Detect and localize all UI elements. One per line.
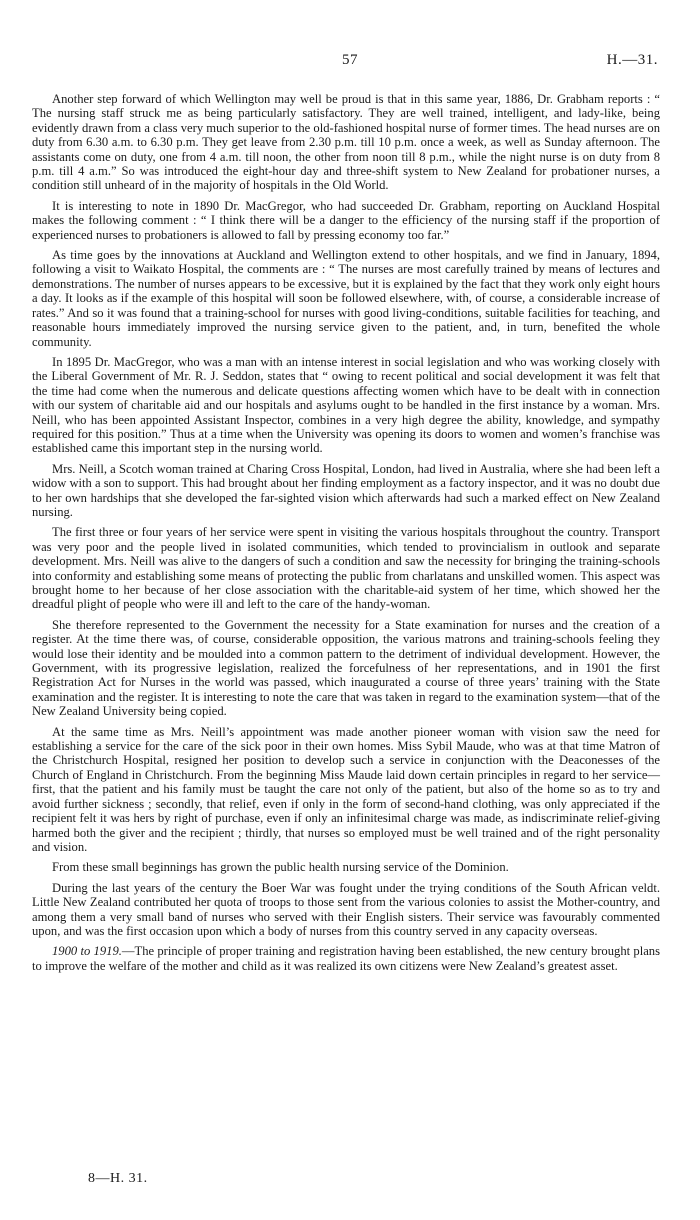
final-paragraph xyxy=(32,944,660,973)
paragraph: The first three or four years of her service were spent in visiting the various hospitals throughout the country. Transport was very poor and the people lived in isolated communities, which tended to provincialism in outlook and separate development. Mrs. Neill was alive to the dangers of such a condition and saw the necessity for bringing the training-schools into conformity and establishing some means of protecting the public from charlatans and unskilled women. This aspect was brought home to her because of her close association with the charitable-aid system of her time, which showed her the dreadful plight of people who were ill and left to the care of the handy-woman. xyxy=(32,525,660,612)
paragraph: Mrs. Neill, a Scotch woman trained at Charing Cross Hospital, London, had lived in Australia, where she had been left a widow with a son to support. This had brought about her finding employment as a factory inspector, and it was no doubt due to her own hardships that she developed the far-sighted vision which afterwards had such a marked effect on New Zealand nursing. xyxy=(32,461,660,519)
footer-reference: 8—H. 31. xyxy=(88,1171,148,1186)
paragraph: At the same time as Mrs. Neill’s appointment was made another pioneer woman with vision saw the need for establishing a service for the care of the sick poor in their own homes. Miss Sybil Maude, who was at that time Matron of the Christchurch Hospital, resigned her position to develop such a service in conjunction with the Deaconesses of the Church of England in Christchurch. From the beginning Miss Maude laid down certain principles in regard to her service—first, that the patient and his family must be taught the care not only of the patient, but also of the home so as to try and avoid further sickness ; secondly, that relief, even if only in the form of second-hand clothing, was only appreciated if the recipient felt it was hers by right of purchase, even if only an infinitesimal charge was made, as indiscriminate relief-giving harmed both the giver and the recipient ; thirdly, that nurses so employed must be well trained and of the right personality and vision. xyxy=(32,724,660,854)
paragraph: During the last years of the century the Boer War was fought under the trying conditions of the South African veldt. Little New Zealand contributed her quota of troops to those sent from the various colonies to assist the Mother-country, and among them a very small band of nurses who served with their English sisters. Their service was favourably commented upon, and was the first occasion upon which a body of nurses from this country served in any capacity overseas. xyxy=(32,880,660,938)
paragraph: As time goes by the innovations at Auckland and Wellington extend to other hospitals, and we find in January, 1894, following a visit to Waikato Hospital, the comments are : “ The nurses are most carefully trained by means of lectures and demonstrations. The number of nurses appears to be excessive, but it is explained by the fact that they work only eight hours a day. It looks as if the example of this hospital will soon be followed elsewhere, with, of course, a considerable increase of rates.” And so it was found that a training-school for nurses with good living-conditions, suitable facilities for teaching, and reasonable hours immediately improved the nursing service given to the patient, and, in turn, benefited the whole community. xyxy=(32,248,660,349)
paragraph: It is interesting to note in 1890 Dr. MacGregor, who had succeeded Dr. Grabham, reporting on Auckland Hospital makes the following comment : “ I think there will be a danger to the efficiency of the nursing staff if the proportion of experienced nurses to probationers is allowed to fall by pressing economy too far.” xyxy=(32,198,660,242)
era-heading: 1900 to 1919. xyxy=(52,944,122,959)
paragraph: From these small beginnings has grown the public health nursing service of the Dominion. xyxy=(52,860,509,875)
paragraph: She therefore represented to the Government the necessity for a State examination for nurses and the creation of a register. At the time there was, of course, considerable opposition, the various matrons and training-schools feeling they would lose their identity and be moulded into a common pattern to the detriment of individual development. However, the Government, with its progressive legislation, realized the forcefulness of her representations, and in 1901 the first Registration Act for Nurses in the world was passed, which inaugurated a course of three years’ training with the State examination and the register. It is interesting to note the care that was taken in regard to the examination system—that of the New Zealand University being copied. xyxy=(32,617,660,719)
paragraph: In 1895 Dr. MacGregor, who was a man with an intense interest in social legislation and who was working closely with the Liberal Government of Mr. R. J. Seddon, states that “ owing to recent political and social development it was felt that the time had come when the numerous and delicate questions affecting women which have to be dealt with in connection with our system of charitable aid and our hospitals and asylums ought to be handled in the first instance by a woman. Mrs. Neill, who has been appointed Assistant Inspector, combines in a very high degree the ability, knowledge, and sympathy required for this position.” Thus at a time when the University was opening its doors to women and women’s franchise was established came this important step in the nursing world. xyxy=(32,354,660,456)
paragraph: Another step forward of which Wellington may well be proud is that in this same year, 1886, Dr. Grabham reports : “ The nursing staff struck me as being particularly satisfactory. They are well trained, intelligent, and lady-like, being evidently drawn from a class very much superior to the old-fashioned hospital nurse of former times. The head nurses are on duty from 6.30 a.m. to 6.30 p.m. They get leave from 2.30 p.m. till 10 p.m. once a week, as well as Sunday afternoon. The assistants come on duty, one from 4 a.m. till noon, the other from noon till 8 p.m., while the night nurse is on duty from 8 p.m. till 4 a.m.” So was introduced the eight-hour day and three-shift system to New Zealand for probationer nurses, a condition still unheard of in the majority of hospitals in the Old World. xyxy=(32,92,660,193)
document-reference: H.—31. xyxy=(606,52,658,68)
page-number: 57 xyxy=(342,52,358,68)
final-paragraph-text: —The principle of proper training and registration having been established, the new century brought plans to improve the welfare of the mother and child as it was realized its own citizens were New Zealand’s greatest asset. xyxy=(32,944,660,973)
body-text xyxy=(32,92,660,979)
